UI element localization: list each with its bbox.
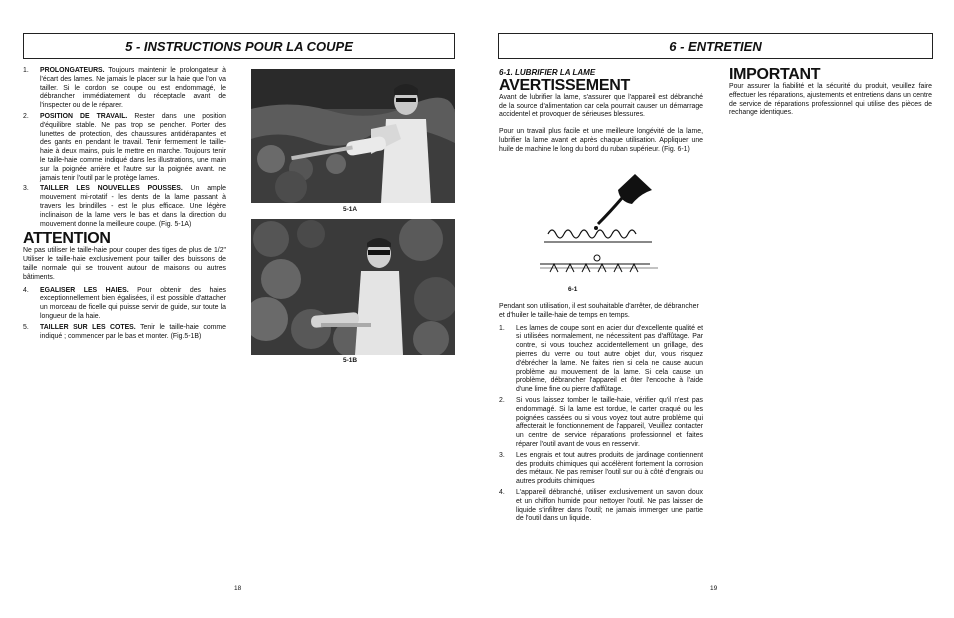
page-number-right: 19 xyxy=(710,585,718,592)
list-item-text: Les engrais et tout autres produits de jardinage contiennent des produits chimiques qui accélèrent fortement la corrosion des métaux. Ne pas remiser l'outil sur ou à côté d'engrais ou autres produits chimiques xyxy=(516,451,703,486)
list-item xyxy=(23,287,226,322)
list-item xyxy=(23,67,226,111)
photo-5-1b xyxy=(251,219,455,355)
left-section-title: 5 - INSTRUCTIONS POUR LA COUPE xyxy=(125,38,353,54)
list-item-text: Les lames de coupe sont en acier dur d'excellente qualité et si utilisées normalement, ne nécessitent pas d'affûtage. Par contre, si vous touchez accidentellement un grillage, des pierres du verre ou tout autre objet dur, vous risquez d'ébrécher la lame. Ne faites rien si cela ne cause aucun problème au mouvement de la lame. Si cela cause un problème, débrancher l'appareil et ôter l'encoche à l'aide d'une lime fine ou pierre d'affûtage. xyxy=(516,324,703,394)
subheading-lubrifier: 6-1. LUBRIFIER LA LAME xyxy=(499,68,596,77)
right-right-column xyxy=(729,67,932,122)
hedge-trimming-photo-b xyxy=(251,219,455,355)
list-item-text: Rester dans une position d'équilibre stable. Ne pas trop se pencher. Porter des lunettes de protection, des chaussures antidérapantes et des gants en pendant le travail. Tenir fermement le taille-haie à deux mains, puis le mettre en marche. Toujours tenir le taille-haie comme indiqué dans les illustrations, une main sur la poignée arrière et l'autre sur la poignée avant. ne jamais tenir l'outil par le protège lames. xyxy=(40,112,226,182)
list-item-text: Toujours maintenir le prolongateur à l'écart des lames. Ne jamais le placer sur la haie que l'on va tailler. Si le cordon se coupe ou est endommagé, le débrancher immédiatement du réceptacle avant de l'inspecter ou de le réparer. xyxy=(40,67,226,110)
list-item xyxy=(23,324,226,342)
lubrication-text: Pour un travail plus facile et une meilleure longévité de la lame, lubrifier la lame avant et après chaque utilisation. Appliquer une huile de machine le long du bord du ruban supérieur. (Fig. 6-1) xyxy=(499,128,703,153)
page-number-left: 18 xyxy=(234,585,242,592)
list-item xyxy=(499,397,703,450)
caption-5-1b: 5-1B xyxy=(343,357,358,364)
list-item-text: Tenir le taille-haie comme indiqué ; commencer par le bas et monter. (Fig.5-1B) xyxy=(40,323,226,340)
list-item-text: Si vous laissez tomber le taille-haie, vérifier qu'il n'est pas endommagé. Si la lame est tordue, le carter craqué ou les poignées cassées ou si vous voyez tout autre problème qui affecterait le fonctionnement de l'appareil, Veuillez contacter un centre de service réparations professionnel et faites réparer l'outil avant de vous en resservir. xyxy=(516,396,703,448)
list-item xyxy=(23,113,226,183)
pendant-text: Pendant son utilisation, il est souhaitable d'arrêter, de débrancher et d'huiler le taille-haie de temps en temps. xyxy=(499,303,699,319)
list-item-title: POSITION DE TRAVAIL. xyxy=(40,112,128,120)
important-text: Pour assurer la fiabilité et la sécurité du produit, veuillez faire effectuer les réparations, ajustements et entretiens dans un centre de service de réparations professionnel qui utilise des pièces de rechange identiques. xyxy=(729,83,932,117)
right-left-column xyxy=(499,69,703,159)
figure-6-1 xyxy=(540,172,660,284)
caption-5-1a: 5-1A xyxy=(343,206,358,213)
list-item-number: 1. xyxy=(23,67,29,74)
list-item xyxy=(499,452,703,487)
right-left-column-lower xyxy=(499,303,703,526)
left-section-header xyxy=(23,33,455,59)
avertissement-text: Avant de lubrifier la lame, s'assurer que l'appareil est débranché de la source d'alimentation car cela pourrait causer un démarrage accidentel et provoquer de sérieuses blessures. xyxy=(499,93,703,119)
photo-5-1a xyxy=(251,69,455,203)
list-item-number: 3. xyxy=(23,185,29,193)
list-item-text: Pour obtenir des haies exceptionnellement bien égalisées, il est possible d'attacher un morceau de ficelle qui puisse servir de guide, sur toute la longueur de la haie. xyxy=(40,286,226,320)
list-item-text: L'appareil débranché, utiliser exclusivement un savon doux et un chiffon humide pour nettoyer l'outil. Ne pas laisser de liquide s'infiltrer dans l'outil; ne jamais immerger une partie de l'outil dans un liquide. xyxy=(516,488,703,523)
attention-heading: ATTENTION xyxy=(23,230,111,248)
list-item-number: 1. xyxy=(499,324,505,332)
list-item-title: EGALISER LES HAIES. xyxy=(40,286,129,294)
caption-6-1: 6-1 xyxy=(568,286,578,293)
hedge-trimming-photo-a xyxy=(251,69,455,203)
list-item-title: TAILLER LES NOUVELLES POUSSES. xyxy=(40,185,183,193)
list-item-number: 2. xyxy=(499,396,505,404)
list-item-number: 3. xyxy=(499,451,505,459)
list-item-number: 4. xyxy=(23,286,29,294)
list-item-title: PROLONGATEURS. xyxy=(40,67,105,74)
oil-can-blade-illustration xyxy=(540,172,660,284)
right-section-title: 6 - ENTRETIEN xyxy=(669,38,762,54)
list-item xyxy=(499,489,703,524)
attention-text: Ne pas utiliser le taille-haie pour couper des tiges de plus de 1/2" Utiliser le taille-haie exclusivement pour tailler des buissons de taille normale qui se trouvent autour de maisons ou autres bâtiments. xyxy=(23,247,226,281)
list-item xyxy=(23,185,226,229)
list-item-number: 2. xyxy=(23,112,29,120)
right-section-header xyxy=(498,33,933,59)
list-item-number: 4. xyxy=(499,488,505,496)
avertissement-heading: AVERTISSEMENT xyxy=(499,76,630,94)
important-heading: IMPORTANT xyxy=(729,66,821,83)
list-item xyxy=(499,325,703,395)
list-item-title: TAILLER SUR LES COTES. xyxy=(40,323,136,331)
list-item-text: Un ample mouvement mi-rotatif - les dents de la lame passant à travers les brindilles - est le plus efficace. Une légère inclinaison de la lame vers le bas et dans la direction du mouvement donne la meilleure coupe. (Fig. 5-1A) xyxy=(40,185,226,228)
list-item-number: 5. xyxy=(23,323,29,331)
left-text-column xyxy=(23,67,226,343)
